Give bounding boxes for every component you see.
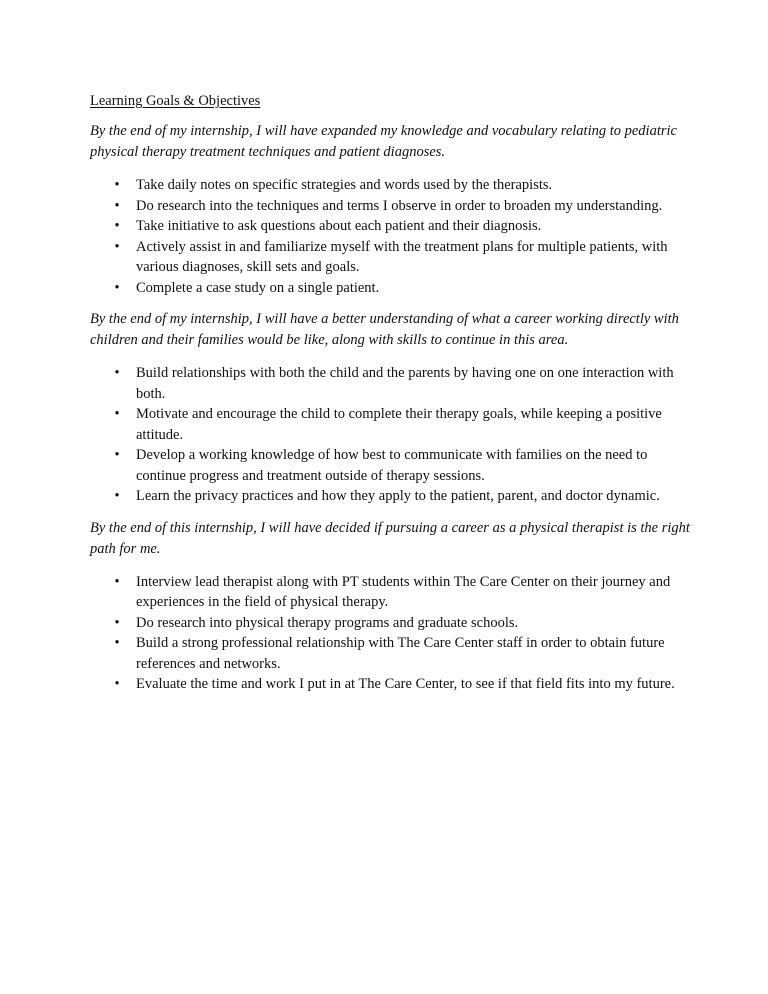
list-item: • Build a strong professional relationship with The Care Center staff in order to obtain future references and networks. — [90, 633, 690, 674]
objectives-list-3 — [90, 572, 690, 695]
list-item: • Evaluate the time and work I put in at The Care Center, to see if that field fits into my future. — [90, 674, 690, 695]
list-item: • Complete a case study on a single patient. — [90, 278, 690, 299]
list-item: • Interview lead therapist along with PT students within The Care Center on their journey and experiences in the field of physical therapy. — [90, 572, 690, 613]
list-item: • Build relationships with both the child and the parents by having one on one interaction with both. — [90, 363, 690, 404]
document-page — [90, 91, 690, 706]
list-item: • Take initiative to ask questions about each patient and their diagnosis. — [90, 216, 690, 237]
bullet-icon: • — [114, 635, 120, 651]
bullet-icon: • — [114, 676, 120, 692]
bullet-icon: • — [114, 488, 120, 504]
list-item: • Develop a working knowledge of how best to communicate with families on the need to continue progress and treatment outside of therapy sessions. — [90, 445, 690, 486]
goal-statement-3: By the end of this internship, I will have decided if pursuing a career as a physical therapist is the right path for me. — [90, 519, 690, 557]
objectives-list-2 — [90, 363, 690, 507]
bullet-icon: • — [114, 365, 120, 381]
goal-statement-2: By the end of my internship, I will have a better understanding of what a career working directly with children and their families would be like, along with skills to continue in this area. — [90, 311, 679, 348]
bullet-icon: • — [114, 177, 120, 193]
bullet-icon: • — [114, 447, 120, 463]
bullet-icon: • — [114, 197, 120, 214]
bullet-icon: • — [114, 614, 120, 631]
goal-statement-1: By the end of my internship, I will have expanded my knowledge and vocabulary relating to pediatric physical therapy treatment techniques and patient diagnoses. — [90, 123, 677, 160]
bullet-icon: • — [114, 218, 120, 234]
bullet-icon: • — [114, 406, 120, 422]
bullet-icon: • — [114, 238, 120, 255]
list-item: • Learn the privacy practices and how they apply to the patient, parent, and doctor dynamic. — [90, 486, 690, 507]
list-item: • Do research into physical therapy programs and graduate schools. — [90, 613, 690, 634]
list-item: • Actively assist in and familiarize myself with the treatment plans for multiple patients, with various diagnoses, skill sets and goals. — [90, 237, 690, 278]
list-item: • Do research into the techniques and terms I observe in order to broaden my understanding. — [90, 196, 690, 217]
document-title: Learning Goals & Objectives — [90, 93, 261, 109]
objectives-list-1 — [90, 175, 690, 298]
list-item: • Take daily notes on specific strategies and words used by the therapists. — [90, 175, 690, 196]
bullet-icon: • — [114, 279, 120, 296]
list-item: • Motivate and encourage the child to complete their therapy goals, while keeping a positive attitude. — [90, 404, 690, 445]
bullet-icon: • — [114, 573, 120, 590]
